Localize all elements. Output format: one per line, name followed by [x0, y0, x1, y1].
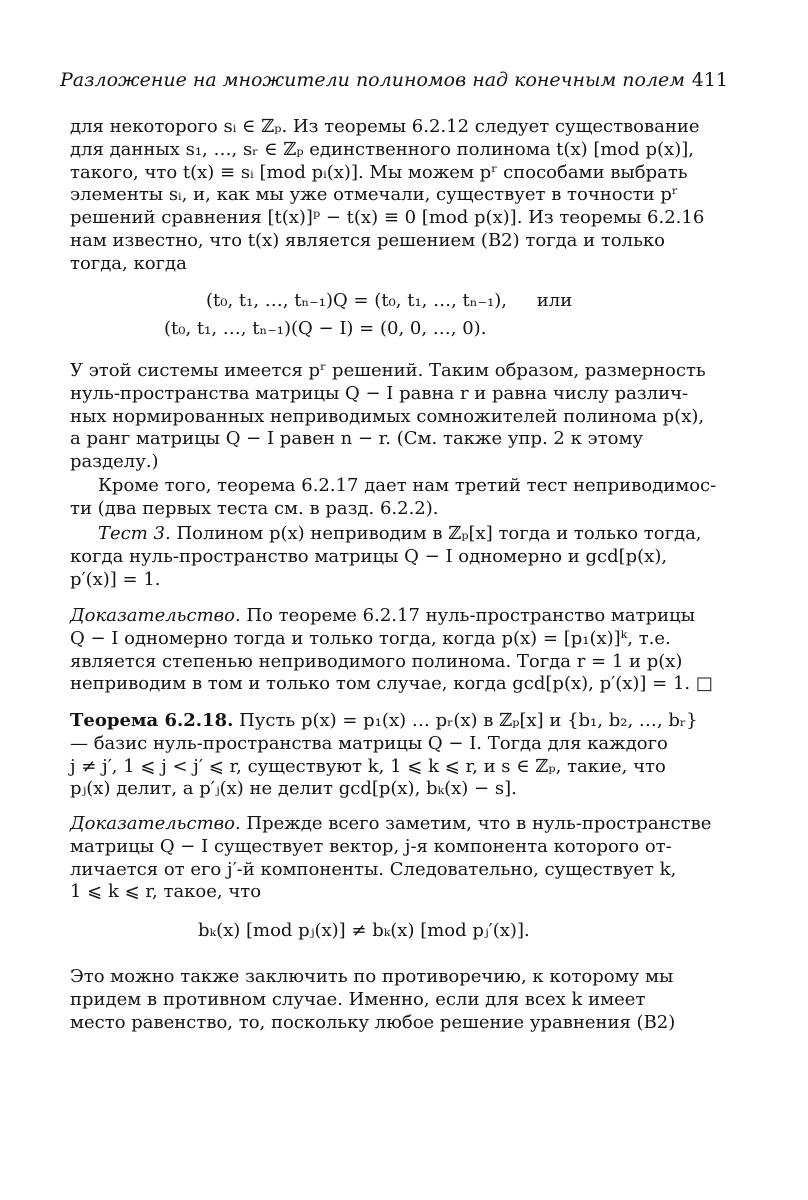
text-line: решений сравнения [t(x)]ᵖ − t(x) ≡ 0 [mod p(x)]. Из теоремы 6.2.16 — [70, 207, 705, 229]
proof-1-label: Доказательство. — [70, 605, 241, 626]
text-line: матрицы Q − I существует вектор, j-я компонента которого от- — [70, 835, 672, 857]
equation-or-word: или — [536, 290, 573, 311]
text-line: когда нуль-пространство матрицы Q − I одномерно и gcd[p(x), — [70, 545, 668, 567]
proof-2-text: Прежде всего заметим, что в нуль-пространстве — [246, 813, 712, 834]
text-line: Кроме того, теорема 6.2.17 дает нам третий тест неприводимос- — [98, 475, 717, 496]
text-line: элементы sᵢ, и, как мы уже отмечали, существует в точности pʳ — [70, 184, 679, 206]
text-line: личается от его j′-й компоненты. Следовательно, существует k, — [70, 858, 677, 880]
theorem-text: Пусть p(x) = p₁(x) … pᵣ(x) в ℤₚ[x] и {b₁, b₂, …, bᵣ} — [239, 710, 698, 731]
equation-text: (t₀, t₁, …, tₙ₋₁)Q = (t₀, t₁, …, tₙ₋₁), — [206, 290, 508, 311]
text-line: ных нормированных неприводимых сомножителей полинома p(x), — [70, 405, 705, 427]
text-line — [70, 813, 712, 836]
text-line: p′(x)] = 1. — [70, 568, 161, 590]
proof-2-label: Доказательство. — [70, 813, 241, 834]
proof-2 — [70, 813, 712, 904]
text-line: 1 ⩽ k ⩽ r, такое, что — [70, 881, 262, 903]
text-line: придем в противном случае. Именно, если для всех k имеет — [70, 988, 646, 1010]
test-3-label: Тест 3. — [98, 523, 171, 544]
text-line — [70, 523, 702, 546]
text-line: У этой системы имеется pʳ решений. Таким образом, размерность — [70, 360, 706, 381]
text-line: Это можно также заключить по противоречию, к которому мы — [70, 966, 674, 987]
text-line: ти (два первых теста см. в разд. 6.2.2). — [70, 497, 439, 519]
text-line: место равенство, то, поскольку любое решение уравнения (B2) — [70, 1011, 676, 1033]
text-line — [70, 710, 698, 733]
text-line: pⱼ(x) делит, а p′ⱼ(x) не делит gcd[p(x), bₖ(x) − s]. — [70, 778, 517, 800]
text-line: — базис нуль-пространства матрицы Q − I. Тогда для каждого — [70, 732, 668, 754]
text-line: такого, что t(x) ≡ sᵢ [mod pᵢ(x)]. Мы можем pʳ способами выбрать — [70, 161, 688, 183]
text-line: разделу.) — [70, 451, 159, 473]
theorem-label: Теорема 6.2.18. — [70, 710, 234, 731]
equation-2 — [198, 918, 530, 944]
text-line: для данных s₁, …, sᵣ ∈ ℤₚ единственного полинома t(x) [mod p(x)], — [70, 138, 694, 160]
text-line: является степенью неприводимого полинома. Тогда r = 1 и p(x) — [70, 650, 683, 672]
page-number: 411 — [691, 69, 728, 91]
theorem-6-2-18 — [70, 710, 698, 801]
paragraph-2 — [70, 360, 706, 474]
equation-1b — [164, 316, 486, 342]
running-title: Разложение на множители полиномов над конечным полем — [60, 69, 686, 91]
text-line: нуль-пространства матрицы Q − I равна r и равна числу различ- — [70, 382, 689, 404]
equation-1a — [206, 288, 572, 314]
equation-text: (t₀, t₁, …, tₙ₋₁)(Q − I) = (0, 0, …, 0). — [164, 318, 487, 339]
proof-1 — [70, 605, 713, 696]
text-line: неприводим в том и только том случае, когда gcd[p(x), p′(x)] = 1. □ — [70, 673, 713, 695]
text-line: а ранг матрицы Q − I равен n − r. (См. также упр. 2 к этому — [70, 428, 644, 450]
paragraph-3 — [70, 475, 717, 521]
paragraph-1 — [70, 116, 705, 276]
text-line: тогда, когда — [70, 252, 187, 274]
paragraph-4 — [70, 966, 676, 1034]
proof-1-text: По теореме 6.2.17 нуль-пространство матрицы — [246, 605, 696, 626]
test-3 — [70, 523, 702, 591]
text-line: для некоторого sᵢ ∈ ℤₚ. Из теоремы 6.2.12 следует существование — [70, 116, 700, 137]
text-line: j ≠ j′, 1 ⩽ j < j′ ⩽ r, существуют k, 1 ⩽ k ⩽ r, и s ∈ ℤₚ, такие, что — [70, 755, 666, 777]
text-line: нам известно, что t(x) является решением (B2) тогда и только — [70, 229, 665, 251]
text-line: Q − I одномерно тогда и только тогда, когда p(x) = [p₁(x)]ᵏ, т.е. — [70, 627, 671, 649]
text-line — [70, 605, 696, 628]
equation-text: bₖ(x) [mod pⱼ(x)] ≠ bₖ(x) [mod pⱼ′(x)]. — [198, 920, 530, 941]
test-3-text: Полином p(x) неприводим в ℤₚ[x] тогда и только тогда, — [176, 523, 702, 544]
running-header — [60, 68, 728, 92]
